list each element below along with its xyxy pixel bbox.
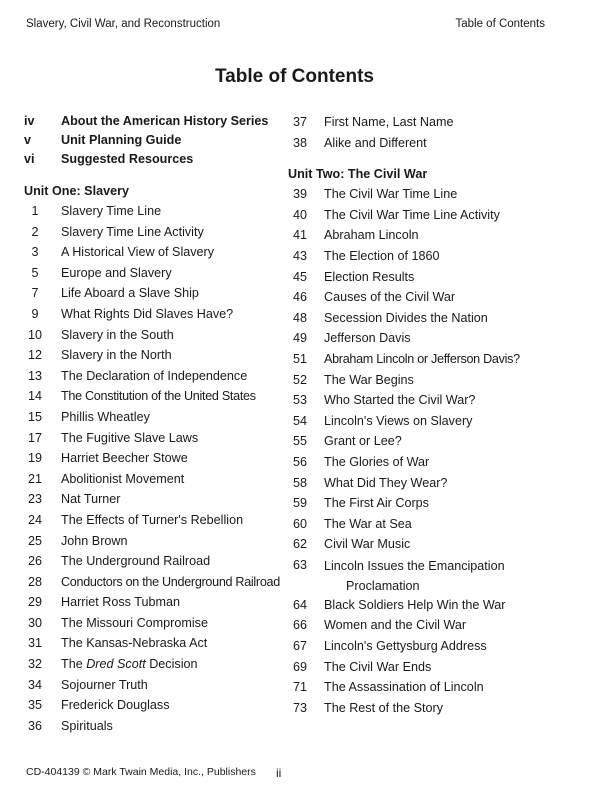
page-number: 62 [292, 537, 307, 552]
entry-title: A Historical View of Slavery [61, 245, 215, 260]
page-number: 2 [31, 224, 39, 239]
page-number: 48 [292, 310, 307, 325]
toc-entry [24, 717, 294, 738]
entry-title: Unit Planning Guide [61, 133, 182, 147]
toc-entry [24, 346, 294, 367]
toc-entry [24, 676, 294, 697]
toc-left-column [24, 112, 294, 737]
entry-title: Nat Turner [61, 492, 121, 507]
entry-title: Causes of the Civil War [324, 290, 456, 305]
entry-title: Abraham Lincoln [324, 228, 419, 243]
entry-title: What Rights Did Slaves Have? [61, 306, 234, 321]
page-number: 49 [292, 331, 307, 346]
page-number: 24 [27, 512, 42, 527]
toc-entry [288, 596, 578, 617]
entry-title: The Effects of Turner's Rebellion [61, 512, 244, 527]
page-number: 58 [292, 475, 307, 490]
entry-title [61, 655, 198, 673]
entry-title [324, 556, 505, 596]
toc-entry [288, 247, 578, 268]
page-number: 36 [27, 718, 42, 733]
page-number: 46 [292, 290, 307, 305]
entry-title: The Underground Railroad [61, 554, 211, 569]
page-number: 12 [27, 348, 42, 363]
entry-title: The Constitution of the United States [61, 389, 256, 404]
toc-entry [288, 391, 578, 412]
running-header-left: Slavery, Civil War, and Reconstruction [26, 18, 221, 30]
page-number: 40 [292, 207, 307, 222]
entry-title: Harriet Beecher Stowe [61, 451, 188, 466]
entry-title-italic: Dred Scott [86, 657, 146, 672]
unit-heading: Unit Two: The Civil War [288, 167, 428, 182]
page-number: 26 [27, 554, 42, 569]
entry-title: Slavery Time Line [61, 204, 162, 218]
toc-entry [24, 284, 294, 305]
toc-entry [288, 556, 578, 596]
page-number: 28 [27, 574, 42, 589]
entry-title: Jefferson Davis [324, 331, 411, 346]
entry-title: John Brown [61, 533, 128, 548]
toc-entry [24, 655, 294, 676]
entry-title: Lincoln's Views on Slavery [324, 413, 473, 428]
entry-title: The Civil War Time Line [324, 187, 458, 202]
running-header-right: Table of Contents [455, 18, 545, 30]
toc-entry [288, 206, 578, 227]
entry-title: Lincoln's Gettysburg Address [324, 639, 487, 654]
entry-title: Slavery in the South [61, 327, 174, 342]
page-number: 41 [292, 228, 307, 243]
page-number: 32 [27, 657, 42, 672]
page-number: 64 [292, 597, 307, 612]
entry-title: The Kansas-Nebraska Act [61, 636, 208, 651]
page-number: 55 [292, 434, 307, 449]
toc-entry [24, 223, 294, 244]
toc-entry [24, 696, 294, 717]
page-number: 35 [27, 698, 42, 713]
toc-entry [288, 134, 578, 155]
toc-entry [24, 264, 294, 285]
entry-title: Conductors on the Underground Railroad [61, 574, 280, 589]
entry-title: Alike and Different [324, 135, 427, 150]
toc-entry [24, 634, 294, 655]
page-number: 1 [31, 204, 39, 218]
entry-title: Frederick Douglass [61, 698, 170, 713]
entry-title: About the American History Series [61, 114, 269, 128]
toc-entry [288, 432, 578, 453]
toc-entry [24, 470, 294, 491]
page-number: 31 [27, 636, 42, 651]
page-number: 19 [27, 451, 42, 466]
page-number: 14 [27, 389, 42, 404]
page-number: 66 [292, 618, 307, 633]
entry-title: First Name, Last Name [324, 115, 454, 129]
entry-title: Sojourner Truth [61, 677, 148, 692]
entry-title: Phillis Wheatley [61, 409, 150, 424]
toc-entry [288, 371, 578, 392]
toc-entry [288, 678, 578, 699]
entry-title: Harriet Ross Tubman [61, 595, 180, 610]
page-number: 67 [292, 639, 307, 654]
entry-title: Secession Divides the Nation [324, 310, 488, 325]
page-number: 54 [292, 413, 307, 428]
footer-page-number: ii [276, 766, 282, 780]
toc-entry [24, 490, 294, 511]
page-number: 23 [27, 492, 42, 507]
entry-title: The War Begins [324, 372, 414, 387]
page-number: 69 [292, 659, 307, 674]
toc-entry [288, 288, 578, 309]
toc-right-column [288, 113, 578, 719]
page-number: 53 [292, 393, 307, 408]
toc-entry [24, 326, 294, 347]
entry-title-part: The [61, 657, 87, 672]
toc-entry [24, 305, 294, 326]
page-number: 51 [292, 351, 307, 366]
entry-title: Black Soldiers Help Win the War [324, 597, 506, 612]
toc-entry [288, 185, 578, 206]
entry-title: The Rest of the Story [324, 700, 443, 715]
page-number: iv [24, 114, 35, 128]
unit-one-list [24, 202, 294, 737]
page-number: 73 [292, 700, 307, 715]
toc-entry [24, 573, 294, 594]
page-number: 21 [27, 471, 42, 486]
toc-entry [24, 367, 294, 388]
toc-entry [24, 408, 294, 429]
page-number: 56 [292, 454, 307, 469]
entry-title: The Fugitive Slave Laws [61, 430, 199, 445]
toc-entry [288, 329, 578, 350]
footer-publisher: CD-404139 © Mark Twain Media, Inc., Publishers [26, 766, 256, 778]
page-title: Table of Contents [214, 66, 375, 87]
page-number: 13 [27, 368, 42, 383]
page-number: 45 [292, 269, 307, 284]
toc-entry [288, 515, 578, 536]
entry-title: Civil War Music [324, 537, 411, 552]
entry-title-line: Proclamation [346, 578, 420, 593]
unit-two-list [288, 185, 578, 719]
entry-title: The Declaration of Independence [61, 368, 248, 383]
page-number: 25 [27, 533, 42, 548]
toc-entry [288, 535, 578, 556]
page-number: 52 [292, 372, 307, 387]
entry-title: The First Air Corps [324, 496, 429, 511]
toc-entry [24, 202, 294, 223]
entry-title: The Civil War Time Line Activity [324, 207, 500, 222]
entry-title: Slavery in the North [61, 348, 172, 363]
entry-title: The Election of 1860 [324, 248, 440, 263]
entry-title: The War at Sea [324, 516, 412, 531]
entry-title: Who Started the Civil War? [324, 393, 476, 408]
toc-entry [288, 637, 578, 658]
toc-entry [24, 150, 294, 169]
continued-list [288, 113, 578, 154]
page-number: 63 [292, 557, 307, 572]
page-number: 39 [292, 187, 307, 202]
entry-title: Life Aboard a Slave Ship [61, 286, 199, 301]
toc-entry [24, 112, 294, 131]
toc-entry [24, 552, 294, 573]
entry-title: Women and the Civil War [324, 618, 467, 633]
toc-entry [24, 511, 294, 532]
toc-entry [288, 309, 578, 330]
page-number: 71 [292, 680, 307, 695]
unit-heading: Unit One: Slavery [24, 184, 129, 198]
page-number: 34 [27, 677, 42, 692]
page-number: 59 [292, 496, 307, 511]
entry-title: The Civil War Ends [324, 659, 432, 674]
page-number: vi [24, 152, 35, 166]
entry-title-part: Decision [145, 657, 198, 672]
front-matter-list [24, 112, 294, 169]
entry-title: Abolitionist Movement [61, 471, 185, 486]
entry-title-line: Lincoln Issues the Emancipation [324, 558, 505, 573]
toc-entry [288, 658, 578, 679]
entry-title: The Missouri Compromise [61, 615, 208, 630]
toc-entry [24, 614, 294, 635]
entry-title: The Glories of War [324, 454, 430, 469]
toc-entry [24, 131, 294, 150]
toc-entry [24, 387, 294, 408]
toc-entry [288, 453, 578, 474]
entry-title: Spirituals [61, 718, 113, 733]
page-number: 30 [27, 615, 42, 630]
entry-title: Grant or Lee? [324, 434, 402, 449]
toc-entry [24, 593, 294, 614]
entry-title: What Did They Wear? [324, 475, 448, 490]
page-number: 43 [292, 248, 307, 263]
toc-entry [24, 243, 294, 264]
toc-entry [288, 268, 578, 289]
entry-title: Abraham Lincoln or Jefferson Davis? [324, 351, 520, 366]
toc-entry [288, 494, 578, 515]
toc-entry [24, 532, 294, 553]
entry-title: Suggested Resources [61, 152, 194, 166]
page-number: v [24, 133, 32, 147]
page-number: 3 [31, 245, 39, 260]
toc-entry [24, 429, 294, 450]
entry-title: Election Results [324, 269, 415, 284]
page-number: 29 [27, 595, 42, 610]
toc-entry [288, 412, 578, 433]
page-number: 60 [292, 516, 307, 531]
toc-entry [288, 350, 578, 371]
page-number: 38 [292, 135, 307, 150]
page-number: 10 [27, 327, 42, 342]
entry-title: Slavery Time Line Activity [61, 224, 204, 239]
toc-entry [24, 449, 294, 470]
page-number: 5 [31, 265, 39, 280]
page-number: 37 [292, 115, 307, 129]
page-number: 9 [31, 306, 39, 321]
toc-entry [288, 616, 578, 637]
page-number: 15 [27, 409, 42, 424]
toc-entry [288, 113, 578, 134]
toc-entry [288, 226, 578, 247]
toc-entry [288, 699, 578, 720]
entry-title: Europe and Slavery [61, 265, 172, 280]
toc-entry [288, 474, 578, 495]
entry-title: The Assassination of Lincoln [324, 680, 484, 695]
page-number: 7 [31, 286, 39, 301]
page-number: 17 [27, 430, 42, 445]
